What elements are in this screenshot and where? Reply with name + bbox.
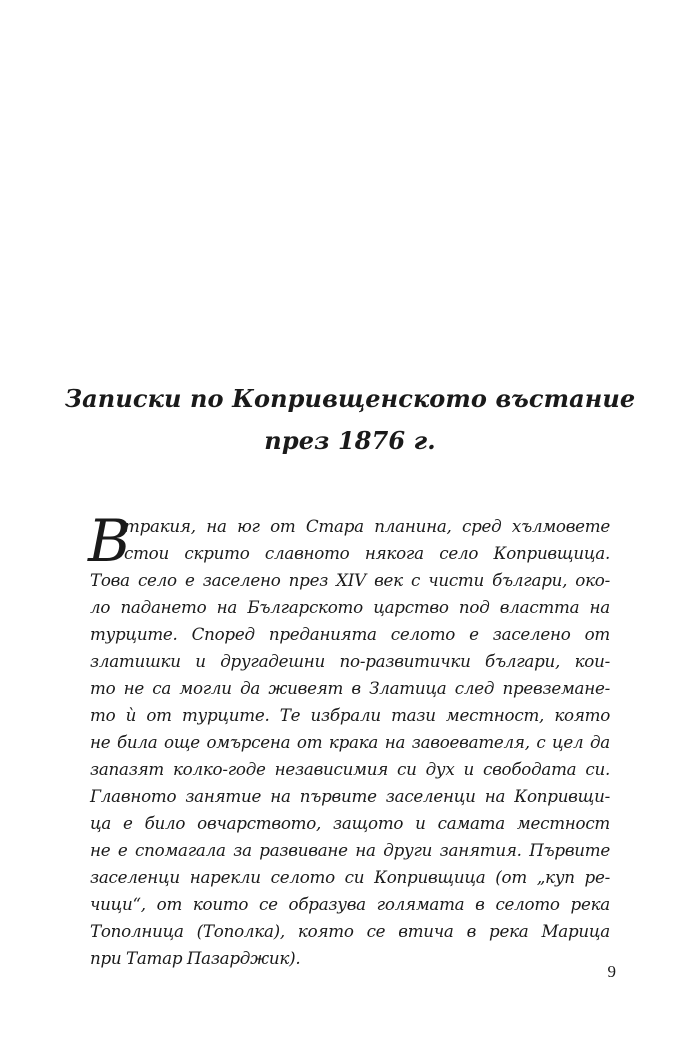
paragraph-line-16: Тополница (Тополка), която се втича в река Марица — [90, 921, 610, 941]
paragraph-line-11: Главното занятие на първите заселенци на Копривщи- — [90, 786, 610, 806]
paragraph-line-1: тракия, на юг от Стара планина, сред хълмовете — [124, 516, 610, 536]
paragraph-line-7: то не са могли да живеят в Златица след превземане- — [90, 678, 610, 698]
paragraph-line-15: чици“, от които се образува голямата в селото река — [90, 894, 610, 914]
paragraph-line-13: не е спомагала за развиване на други занятия. Първите — [90, 840, 610, 860]
chapter-title — [60, 378, 640, 462]
chapter-title-line-2: през 1876 г. — [264, 426, 436, 455]
paragraph-line-5: турците. Според преданията селото е заселено от — [90, 624, 610, 644]
paragraph-line-4: ло падането на Българското царство под властта на — [90, 597, 610, 617]
paragraph-line-6: златишки и другадешни по-развитички българи, кои- — [90, 651, 610, 671]
paragraph-line-2: стои скрито славното някога село Копривщица. — [124, 543, 610, 563]
page-number: 9 — [607, 962, 616, 981]
drop-cap-letter: В — [88, 507, 131, 575]
paragraph-line-9: не била още омърсена от крака на завоевателя, с цел да — [90, 732, 610, 752]
paragraph-line-8: то ѝ от турците. Те избрали тази местност, която — [90, 705, 610, 725]
paragraph-line-3: Това село е заселено през XIV век с чисти българи, око- — [90, 570, 610, 590]
body-paragraph — [88, 507, 610, 972]
paragraph-line-10: запазят колко-годе независимия си дух и свободата си. — [90, 759, 610, 779]
paragraph-line-14: заселенци нарекли селото си Копривщица (от „куп ре- — [90, 867, 610, 887]
paragraph-line-12: ца е било овчарството, защото и самата местност — [90, 813, 610, 833]
paragraph-line-17: при Татар Пазарджик). — [90, 948, 301, 968]
chapter-title-line-1: Записки по Копривщенското въстание — [64, 384, 636, 413]
